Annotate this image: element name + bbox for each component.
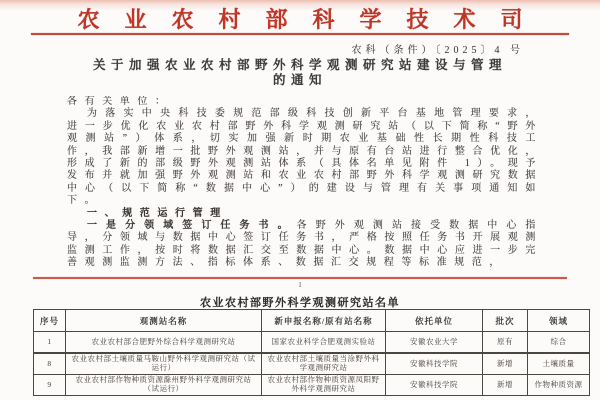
table-cell: 农业农村部土壤质量马鞍山野外科学观测研究站（试运行） (66, 353, 262, 375)
document-number: 农科（条件）〔2025〕4 号 (351, 45, 524, 56)
paragraph-intro: 为落实中央科技委规范部级科技创新平台基地管理要求，进一步优化农业农村部野外科学观测研究站（以下简称“野外观测站”）体系，切实加强新时期农业基础性长期性科技工作，我部新增一批野外观测站，并与原有台站进行整合优化，形成了新的部级野外观测站体系（具体名单见附件 1）。现予发布并就加强野外观测站和农业农村部野外科学观测研究数据中心（以下简称“数据中心”）的建设与管理有关事项通知如下。 (67, 108, 543, 207)
header-cell: 序号 (34, 310, 66, 332)
table-row (34, 332, 590, 354)
header-cell: 依托单位 (386, 310, 483, 332)
attachment-table-title: 农业农村部野外科学观测研究站名单 (200, 297, 400, 309)
station-table-body (34, 332, 590, 396)
paragraph-tasks (67, 220, 543, 268)
table-cell: 9 (34, 375, 66, 396)
table-cell: 作物种质资源 (528, 375, 590, 396)
document-body (67, 96, 543, 268)
table-cell: 新增 (483, 375, 528, 396)
station-list-table (33, 309, 590, 396)
table-cell: 综合 (528, 332, 590, 354)
table-cell: 农业农村部作物种质资源滁州野外科学观测研究站（试运行） (66, 375, 262, 396)
table-cell: 农业农村部合肥野外综合科学观测研究站 (66, 332, 262, 354)
header-cell: 批次 (483, 310, 528, 332)
header-cell: 新申报名称/原有站名称 (262, 310, 386, 332)
table-cell: 安徽科技学院 (386, 353, 483, 375)
paragraph-tasks-lead: 一是分领域签订任务书。 (87, 220, 297, 232)
table-cell: 原有 (483, 332, 528, 354)
table-cell: 国家农业科学合肥观测实验站 (262, 332, 386, 354)
table-cell: 安徽农业大学 (386, 332, 483, 354)
header-cell: 观测站名称 (66, 310, 262, 332)
table-cell: 新增 (483, 353, 528, 375)
table-cell: 安徽科技学院 (386, 375, 483, 396)
station-table-head (34, 310, 590, 332)
table-cell: 农业农村部作物种质资源凤阳野外科学观测研究站 (262, 375, 386, 396)
page-footer-red-rule (33, 277, 567, 279)
table-cell: 8 (34, 353, 66, 375)
paragraph-tasks-rest: 各野外观测站接受数据中心指导，分领域与数据中心签订任务书，严格按照任务书开展观测监测工作，按时将数据汇交至数据中心。数据中心应进一步完善观测监测方法、指标体系、数据汇交规程等标准规范， (67, 220, 543, 268)
table-cell: 农业农村部土壤质量当涂野外科学观测研究站 (262, 353, 386, 375)
masthead-red-rule (31, 33, 569, 35)
table-row (34, 353, 590, 375)
table-cell: 1 (34, 332, 66, 354)
notice-title-line2: 的通知 (272, 73, 327, 87)
notice-title (40, 58, 560, 88)
section-heading: 一、规范运行管理 (87, 207, 228, 219)
table-cell: 土壤质量 (528, 353, 590, 375)
salutation: 各有关单位： (67, 96, 173, 107)
masthead-title: 农业农村部科学技术司 (77, 7, 548, 32)
header-row (34, 310, 590, 332)
table-row (34, 375, 590, 396)
page-number: 1 (298, 281, 302, 289)
notice-title-line1: 关于加强农业农村部野外科学观测研究站建设与管理 (92, 58, 507, 72)
header-cell: 领域 (528, 310, 590, 332)
